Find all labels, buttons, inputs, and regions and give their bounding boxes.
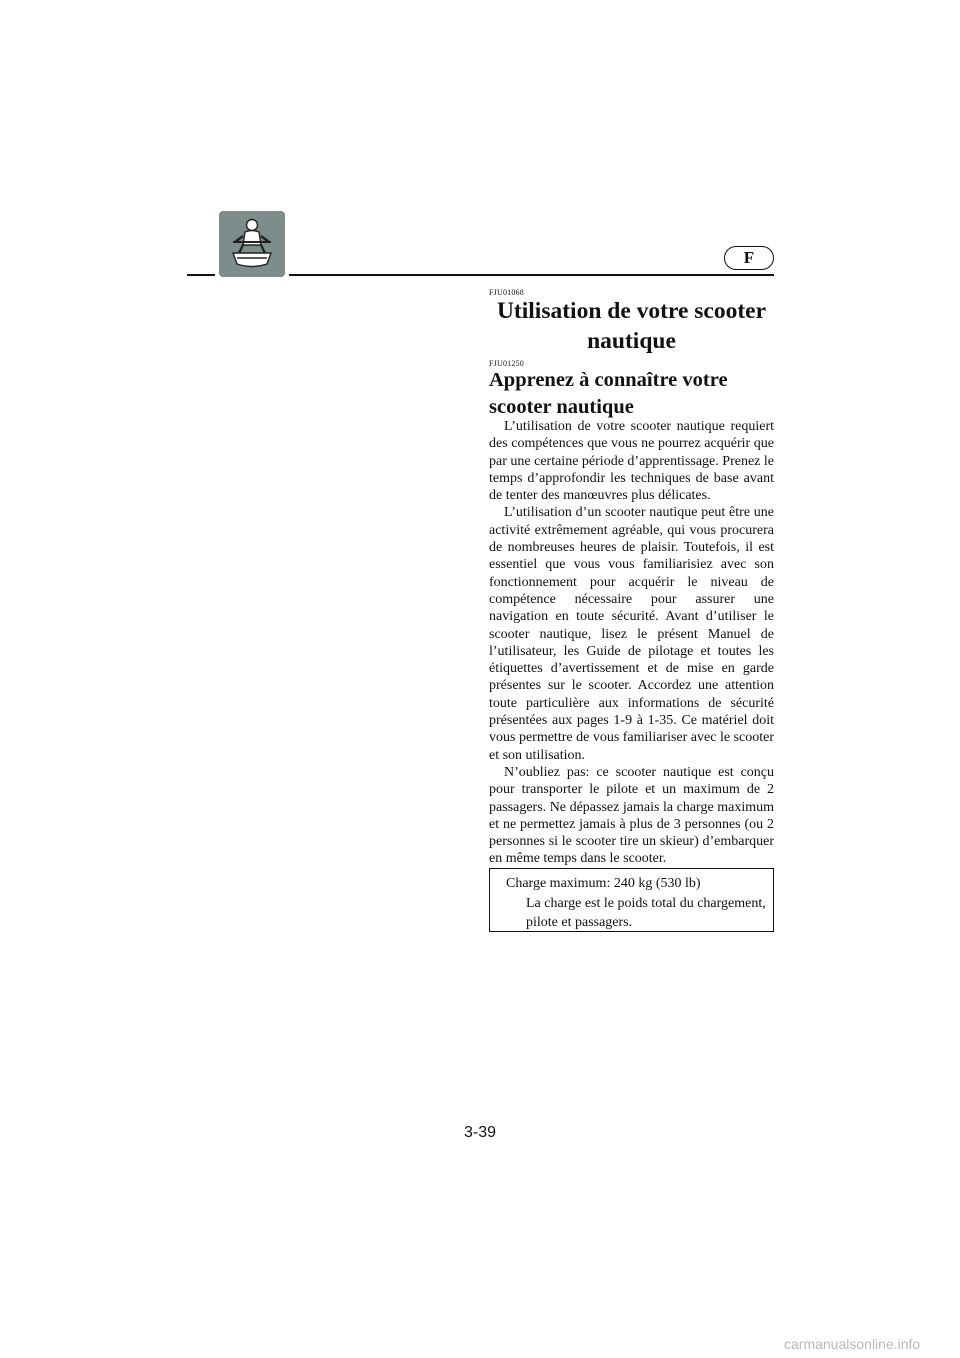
load-spec-box [489,868,774,932]
language-badge: F [724,246,774,270]
section-code: FJU01068 [489,288,524,297]
header-rule-left [187,274,215,276]
subsection-title: Apprenez à connaître votre scooter nautique [489,369,728,418]
paragraph: L’utilisation d’un scooter nautique peut être une activité extrêmement agréable, qui vous procurera de nombreuses heures de plaisir. Toutefois, il est essentiel que vous vous familiarisiez avec son fonctionnement pour acquérir le niveau de compétence nécessaire pour assurer une navigation en toute sécurité. Avant d’utiliser le scooter nautique, lisez le présent Manuel de l’utilisateur, les Guide de pilotage et toutes les étiquettes d’avertissement et de mise en garde présentes sur le scooter. Accordez une attention toute particulière aux informations de sécurité présentées aux pages 1-9 à 1-35. Ce matériel doit vous permettre de vous familiariser avec le scooter et son utilisation. [489,505,774,763]
rider-illustration [219,211,285,277]
load-definition-line: La charge est le poids total du chargement, pilote et passagers. [526,895,766,930]
page-number: 3-39 [463,1124,497,1141]
watermark: carmanualsonline.info [784,1336,921,1352]
subsection-code: FJU01250 [489,359,524,368]
body-text [489,418,774,868]
paragraph: L’utilisation de votre scooter nautique requiert des compétences que vous ne pourrez acquérir que par une certaine période d’apprentissage. Prenez le temps d’approfondir les techniques de base avant de tenter des manœuvres plus délicates. [489,419,774,504]
max-load-line: Charge maximum: 240 kg (530 lb) [506,876,701,891]
section-title: Utilisation de votre scooter nautique [496,298,767,354]
personal-watercraft-rider-icon [219,211,285,277]
paragraph: N’oubliez pas: ce scooter nautique est conçu pour transporter le pilote et un maximum de 2 passagers. Ne dépassez jamais la charge maximum et ne permettez jamais à plus de 3 personnes (ou 2 personnes si le scooter tire un skieur) d’embarquer en même temps dans le scooter. [489,764,774,867]
header-rule-right [289,274,774,276]
